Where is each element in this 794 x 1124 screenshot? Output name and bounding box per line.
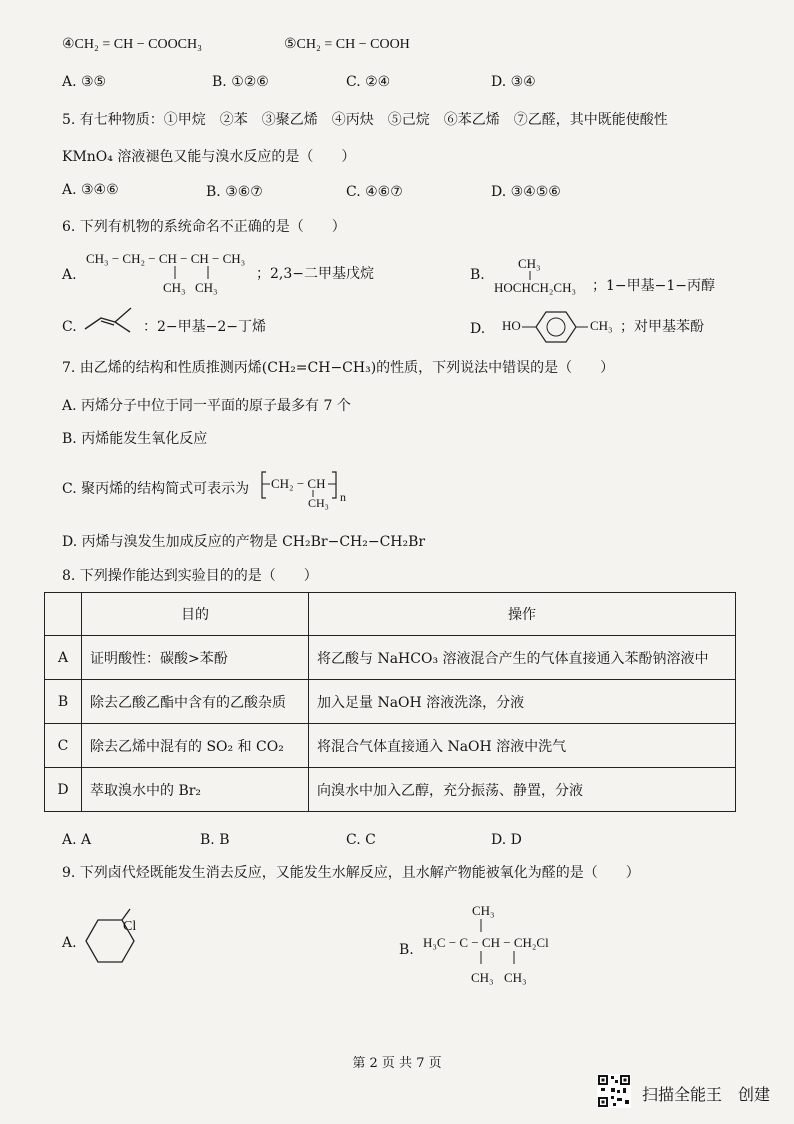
q6-option-d-hydroxyl: HO [502,318,521,333]
table-cell: 除去乙烯中混有的 SO₂ 和 CO₂ [82,724,309,768]
q7-option-c-text: C. 聚丙烯的结构简式可表示为 [62,481,250,497]
q5-stem-line2: KMnO₄ 溶液褪色又能与溴水反应的是（ ） [62,149,356,165]
table-header-cell: 目的 [82,593,309,636]
table-header-row [45,593,736,636]
q6-option-c-name: ：2−甲基−2−丁烯 [143,319,267,335]
q6-option-a-bonds [168,266,228,280]
q6-option-d-label: D. [470,321,486,337]
q5-choice-a: A. ③④⑥ [62,182,119,198]
q5-choice-c: C. ④⑥⑦ [346,184,403,200]
table-header-cell [45,593,82,636]
q6-option-a-branch-1: CH₃ [163,280,186,295]
q6-option-b-name: ；1−甲基−1−丙醇 [592,278,716,294]
q8-choice-c: C. C [346,832,376,848]
table-row [45,768,736,812]
q9-option-a-label: A. [62,935,77,951]
q8-choice-b: B. B [200,832,230,848]
table-cell: 除去乙酸乙酯中含有的乙酸杂质 [82,680,309,724]
table-cell: 将混合气体直接通入 NaOH 溶液中洗气 [309,724,736,768]
q6-option-c-skeletal-structure [83,305,135,335]
table-cell: 萃取溴水中的 Br₂ [82,768,309,812]
q4-choice-a: A. ③⑤ [62,74,107,90]
q9-option-b-bottom-methyl-2: CH₃ [504,970,527,985]
q6-option-a-main-chain: CH₃ − CH₂ − CH − CH − CH₃ [86,251,246,266]
q5-choice-b: B. ③⑥⑦ [206,184,263,200]
q4-choice-c: C. ②④ [346,74,391,90]
table-cell: 向溴水中加入乙醇，充分振荡、静置，分液 [309,768,736,812]
q5-stem-line1: 5. 有七种物质：①甲烷 ②苯 ③聚乙烯 ④丙炔 ⑤己烷 ⑥苯乙烯 ⑦乙醛，其中既能使酸性 [62,112,668,128]
q7-option-a: A. 丙烯分子中位于同一平面的原子最多有 7 个 [62,398,351,414]
table-row [45,636,736,680]
table-cell: 证明酸性：碳酸>苯酚 [82,636,309,680]
q6-stem: 6. 下列有机物的系统命名不正确的是（ ） [62,219,346,235]
q8-table [44,592,736,812]
table-row [45,724,736,768]
q5-choice-d: D. ③④⑤⑥ [491,184,561,200]
table-row [45,680,736,724]
q9-option-b-top-methyl: CH₃ [472,903,495,918]
qr-code-icon [597,1074,631,1108]
page-number: 第 2 页 共 7 页 [352,1056,442,1071]
scanner-watermark: 扫描全能王 创建 [642,1085,771,1104]
q9-stem: 9. 下列卤代烃既能发生消去反应，又能发生水解反应，且水解产物能被氧化为醛的是（ ） [62,865,640,881]
table-cell: A [45,636,82,680]
table-cell: 将乙酸与 NaHCO₃ 溶液混合产生的气体直接通入苯酚钠溶液中 [309,636,736,680]
q7-option-d: D. 丙烯与溴发生加成反应的产物是 CH₂Br−CH₂−CH₂Br [62,534,426,550]
table-cell: D [45,768,82,812]
table-cell: B [45,680,82,724]
q4-choice-d: D. ③④ [491,74,536,90]
q4-item5: ⑤CH₂ = CH − COOH [284,37,410,52]
table-cell: C [45,724,82,768]
q6-option-c-label: C. [62,319,77,335]
q6-option-a-label: A. [62,267,77,283]
q9-option-b-label: B. [399,942,414,958]
table-cell: 加入足量 NaOH 溶液洗涤，分液 [309,680,736,724]
q4-item4: ④CH₂ = CH − COOCH₃ [62,37,203,52]
q7-stem: 7. 由乙烯的结构和性质推测丙烯(CH₂=CH−CH₃)的性质，下列说法中错误的是（ ） [62,360,615,376]
q7-option-b: B. 丙烯能发生氧化反应 [62,431,208,447]
q6-option-b-main-chain: HOCHCH₂CH₃ [494,280,577,295]
q8-choice-a: A. A [62,832,92,848]
q6-option-a-name: ；2,3−二甲基戊烷 [256,266,374,282]
q8-stem: 8. 下列操作能达到实验目的的是（ ） [62,568,318,584]
q4-choice-b: B. ①②⑥ [212,74,269,90]
q6-option-d-name: ；对甲基苯酚 [620,319,704,335]
q9-option-a-chlorine: Cl [123,919,137,934]
q9-option-b-bottom-methyl-1: CH₃ [471,970,494,985]
q6-option-b-branch: CH₃ [518,256,541,271]
q6-option-a-branch-2: CH₃ [195,280,218,295]
q6-option-d-methyl: CH₃ [590,318,613,333]
q8-choice-d: D. D [491,832,522,848]
q9-option-b-main-chain: H₃C − C − CH − CH₂Cl [423,935,549,950]
q6-option-b-label: B. [470,267,485,283]
q7-option-c-methyl: CH₃ [308,496,329,510]
q7-option-c-polymer-unit: CH₂ − CH [271,476,326,491]
table-header-cell: 操作 [309,593,736,636]
q7-option-c-subscript-n: n [340,490,346,504]
